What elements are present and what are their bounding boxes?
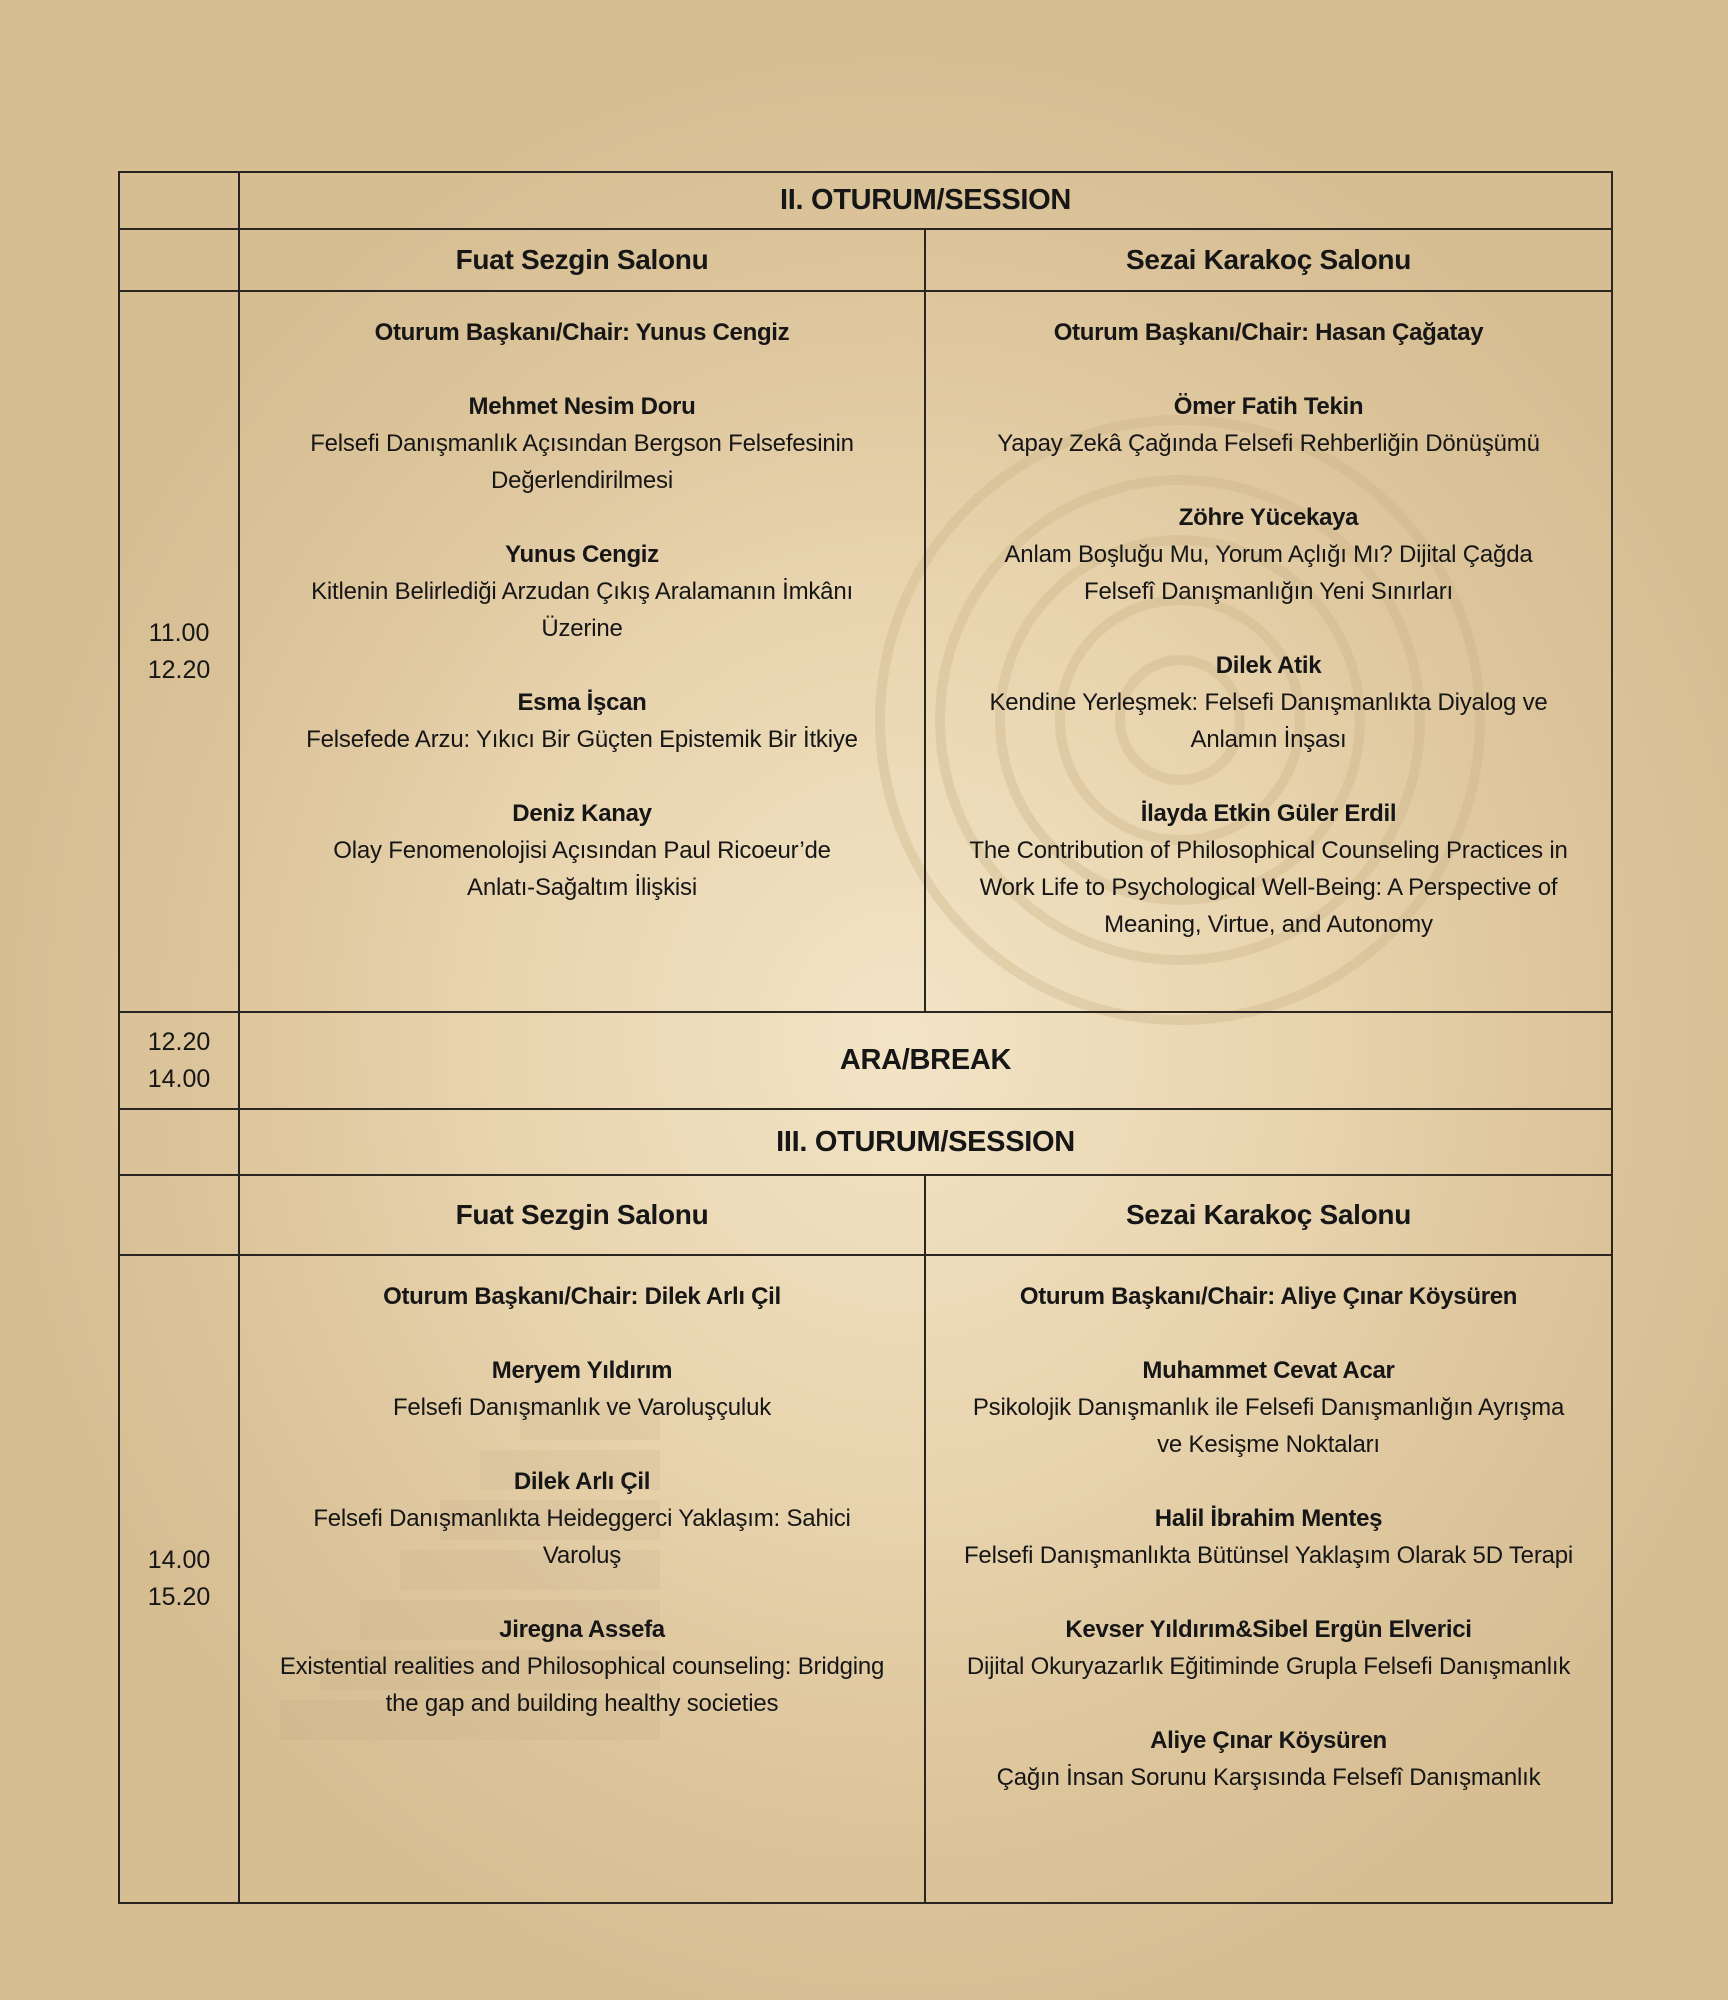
talk-item <box>926 795 1611 943</box>
session3-title: III. OTURUM/SESSION <box>239 1109 1612 1175</box>
speaker-name: Mehmet Nesim Doru <box>468 393 696 420</box>
session3-content-row <box>119 1255 1612 1903</box>
session2-rooms-row <box>119 229 1612 291</box>
break-time-start: 12.20 <box>147 1027 211 1056</box>
talk-item <box>926 1500 1611 1574</box>
session3-header-row <box>119 1109 1612 1175</box>
session2-left-cell <box>239 291 925 1012</box>
talk-item <box>240 536 924 647</box>
talk-title: Felsefi Danışmanlık Açısından Bergson Felsefesinin Değerlendirilmesi <box>310 430 854 494</box>
program-table <box>118 171 1613 1904</box>
talk-title: Kitlenin Belirlediği Arzudan Çıkış Aralamanın İmkânı Üzerine <box>311 578 853 642</box>
speaker-name: Aliye Çınar Köysüren <box>1150 1727 1387 1754</box>
session2-time-end: 12.20 <box>147 655 211 684</box>
talk-title: Psikolojik Danışmanlık ile Felsefi Danışmanlığın Ayrışma ve Kesişme Noktaları <box>972 1394 1565 1458</box>
empty-cell <box>119 1109 239 1175</box>
talk-title: Felsefi Danışmanlık ve Varoluşçuluk <box>392 1394 772 1421</box>
session3-right-room: Sezai Karakoç Salonu <box>925 1175 1612 1255</box>
talk-title: Çağın İnsan Sorunu Karşısında Felsefî Danışmanlık <box>996 1764 1541 1791</box>
talk-title: Anlam Boşluğu Mu, Yorum Açlığı Mı? Dijital Çağda Felsefî Danışmanlığın Yeni Sınırları <box>1004 541 1533 605</box>
session2-time-start: 11.00 <box>148 618 210 647</box>
speaker-name: Halil İbrahim Menteş <box>1154 1505 1383 1532</box>
empty-cell <box>119 229 239 291</box>
talk-item <box>926 388 1611 462</box>
talk-item <box>240 1611 924 1722</box>
session3-rooms-row <box>119 1175 1612 1255</box>
session3-time-start: 14.00 <box>147 1546 211 1574</box>
talk-title: Felsefi Danışmanlıkta Heideggerci Yaklaşım: Sahici Varoluş <box>313 1505 851 1569</box>
talk-item <box>926 499 1611 610</box>
session2-right-chair: Oturum Başkanı/Chair: Hasan Çağatay <box>1053 319 1484 346</box>
session3-time <box>119 1255 239 1903</box>
break-time-end: 14.00 <box>147 1064 211 1093</box>
speaker-name: Zöhre Yücekaya <box>1178 504 1359 531</box>
talk-title: Kendine Yerleşmek: Felsefi Danışmanlıkta Diyalog ve Anlamın İnşası <box>989 689 1548 753</box>
talk-title: Dijital Okuryazarlık Eğitiminde Grupla Felsefi Danışmanlık <box>966 1653 1571 1680</box>
session2-header-row <box>119 172 1612 229</box>
session2-title: II. OTURUM/SESSION <box>239 172 1612 229</box>
break-time <box>119 1012 239 1109</box>
session3-right-chair: Oturum Başkanı/Chair: Aliye Çınar Köysüren <box>1019 1283 1518 1310</box>
speaker-name: Muhammet Cevat Acar <box>1142 1357 1395 1384</box>
break-row <box>119 1012 1612 1109</box>
speaker-name: Dilek Atik <box>1215 652 1322 679</box>
empty-cell <box>119 172 239 229</box>
talk-item <box>240 1463 924 1574</box>
session2-left-chair: Oturum Başkanı/Chair: Yunus Cengiz <box>374 319 790 346</box>
session3-left-room: Fuat Sezgin Salonu <box>239 1175 925 1255</box>
session3-left-cell <box>239 1255 925 1903</box>
session2-content-row <box>119 291 1612 1012</box>
speaker-name: Jiregna Assefa <box>499 1616 665 1643</box>
speaker-name: Kevser Yıldırım&Sibel Ergün Elverici <box>1065 1616 1472 1643</box>
break-label: ARA/BREAK <box>239 1012 1612 1109</box>
speaker-name: İlayda Etkin Güler Erdil <box>1140 800 1397 827</box>
talk-title: Olay Fenomenolojisi Açısından Paul Ricoeur’de Anlatı-Sağaltım İlişkisi <box>333 837 831 901</box>
session2-right-cell <box>925 291 1612 1012</box>
session3-time-end: 15.20 <box>147 1583 211 1611</box>
talk-item <box>240 388 924 499</box>
talk-item <box>926 647 1611 758</box>
speaker-name: Dilek Arlı Çil <box>513 1468 651 1495</box>
speaker-name: Deniz Kanay <box>512 800 652 827</box>
talk-item <box>926 1352 1611 1463</box>
session3-left-chair: Oturum Başkanı/Chair: Dilek Arlı Çil <box>383 1283 781 1310</box>
talk-item <box>240 795 924 906</box>
speaker-name: Yunus Cengiz <box>505 541 659 568</box>
talk-title: Yapay Zekâ Çağında Felsefi Rehberliğin Dönüşümü <box>997 430 1540 457</box>
talk-item <box>240 684 924 758</box>
talk-title: Felsefi Danışmanlıkta Bütünsel Yaklaşım Olarak 5D Terapi <box>963 1542 1574 1569</box>
talk-item <box>926 1611 1611 1685</box>
talk-title: The Contribution of Philosophical Counseling Practices in Work Life to Psychological Well-Being: A Perspective of Meaning, Virtue, and Autonomy <box>969 837 1568 938</box>
speaker-name: Meryem Yıldırım <box>491 1357 673 1384</box>
talk-item <box>926 1722 1611 1796</box>
talk-title: Felsefede Arzu: Yıkıcı Bir Güçten Epistemik Bir İtkiye <box>306 726 858 753</box>
session3-right-cell <box>925 1255 1612 1903</box>
speaker-name: Esma İşcan <box>517 689 647 716</box>
session2-left-room: Fuat Sezgin Salonu <box>239 229 925 291</box>
session2-right-room: Sezai Karakoç Salonu <box>925 229 1612 291</box>
talk-title: Existential realities and Philosophical counseling: Bridging the gap and building healthy societies <box>279 1653 885 1717</box>
session2-time <box>119 291 239 1012</box>
speaker-name: Ömer Fatih Tekin <box>1173 393 1364 420</box>
empty-cell <box>119 1175 239 1255</box>
talk-item <box>240 1352 924 1426</box>
